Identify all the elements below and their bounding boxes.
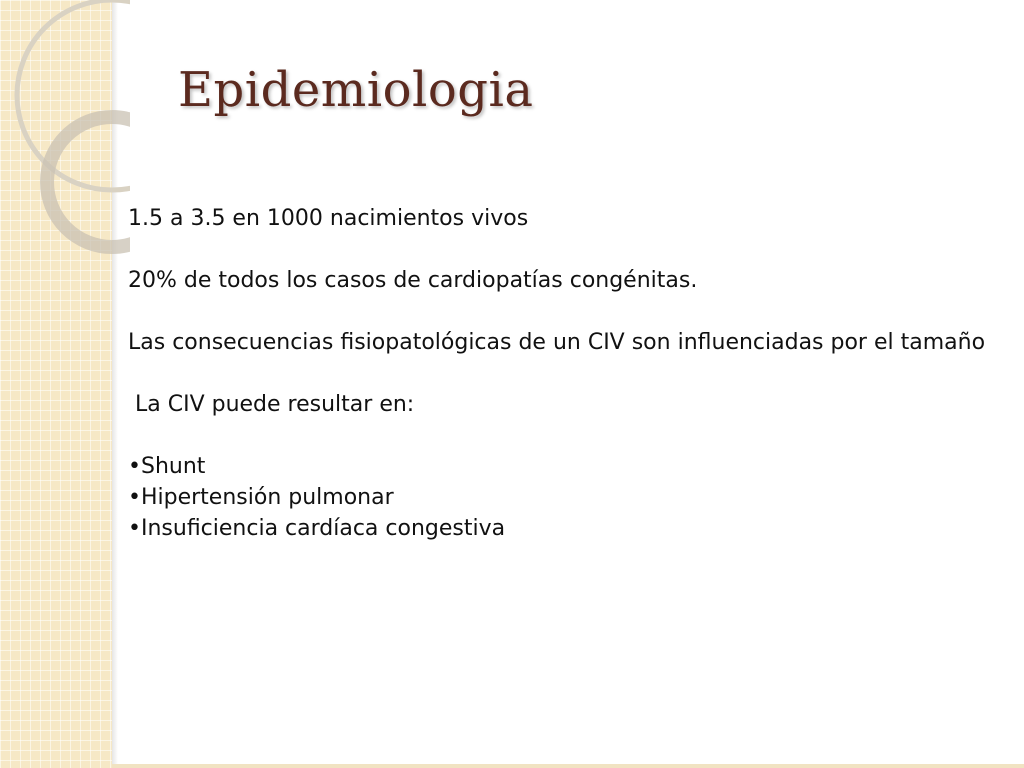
list-item: •Shunt — [128, 454, 206, 479]
slide-title: Epidemiologia — [178, 62, 534, 118]
paragraph-births-rate: 1.5 a 3.5 en 1000 nacimientos vivos — [128, 206, 529, 231]
decorative-circles — [0, 0, 130, 260]
slide-body — [128, 203, 988, 544]
paragraph-civ-results: La CIV puede resultar en: — [128, 392, 415, 417]
list-item: •Hipertensión pulmonar — [128, 485, 394, 510]
paragraph-congenital-cases: 20% de todos los casos de cardiopatías congénitas. — [128, 268, 698, 293]
decorative-ring-large — [17, 0, 130, 190]
paragraph-consequences: Las consecuencias fisiopatológicas de un CIV son influenciadas por el tamaño — [128, 330, 986, 355]
decorative-bottom-band — [112, 764, 1024, 768]
decorative-ring-small — [47, 117, 130, 247]
list-item: •Insuficiencia cardíaca congestiva — [128, 516, 506, 541]
